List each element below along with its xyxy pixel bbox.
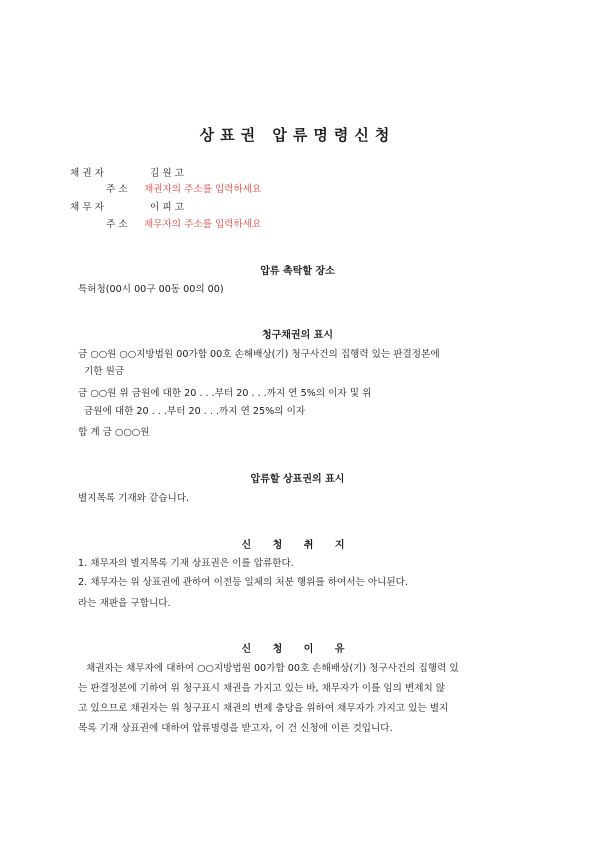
- creditor-address-label: 주 소: [106, 184, 128, 195]
- creditor-name: 김 원 고: [150, 168, 184, 179]
- claim-line: 금원에 대한 20 . . .부터 20 . . .까지 연 25%의 이자: [84, 406, 306, 417]
- trademark-text: 별지목록 기재와 같습니다.: [78, 493, 190, 504]
- reason-line: 채권자는 채무자에 대하여 ○○지방법원 00가합 00호 손해배상(기) 청구사건의 집행력 있: [86, 663, 459, 674]
- claim-line: 금 ○○원 ○○지방법원 00가합 00호 손해배상(기) 청구사건의 집행력 있는 판결정본에: [78, 349, 440, 360]
- section-heading-claim: 청구채권의 표시: [261, 330, 334, 341]
- purpose-item: 2. 채무자는 위 상표권에 관하여 이전등 일체의 처분 행위를 하여서는 아니된다.: [78, 577, 408, 588]
- reason-line: 목록 기재 상표권에 대하여 압류명령을 받고자, 이 건 신청에 이른 것입니다.: [78, 723, 393, 734]
- section-heading-reason: 신 청 이 유: [241, 644, 354, 655]
- claim-total: 합 계 금 ○○○원: [78, 427, 150, 438]
- seizure-place-text: 특허청(00시 00구 00동 00의 00): [78, 284, 224, 295]
- purpose-closing: 라는 재판을 구합니다.: [78, 598, 171, 609]
- creditor-address-field[interactable]: 채권자의 주소를 입력하세요: [144, 184, 262, 195]
- reason-line: 고 있으므로 채권자는 위 청구표시 채권의 변제 충당을 위하여 채무자가 가지고 있는 별지: [78, 703, 449, 714]
- section-heading-trademark: 압류할 상표권의 표시: [250, 474, 345, 485]
- reason-line: 는 판결정본에 기하여 위 청구표시 채권을 가지고 있는 바, 채무자가 이를 임의 변제치 않: [78, 683, 446, 694]
- debtor-address-field[interactable]: 채무자의 주소를 입력하세요: [144, 219, 262, 230]
- section-heading-seizure-place: 압류 촉탁할 장소: [260, 266, 335, 277]
- creditor-label: 채 권 자: [70, 168, 104, 179]
- debtor-label: 채 무 자: [70, 202, 104, 213]
- debtor-address-label: 주 소: [106, 219, 128, 230]
- document-title: 상표권 압류명령신청: [199, 126, 396, 144]
- claim-line: 기한 원금: [84, 366, 125, 377]
- debtor-name: 이 피 고: [150, 202, 184, 213]
- section-heading-purpose: 신 청 취 지: [241, 540, 354, 551]
- purpose-item: 1. 채무자의 별지목록 기재 상표권은 이를 압류한다.: [78, 558, 294, 569]
- claim-line: 금 ○○원 위 금원에 대한 20 . . .부터 20 . . .까지 연 5%의 이자 및 위: [78, 388, 372, 399]
